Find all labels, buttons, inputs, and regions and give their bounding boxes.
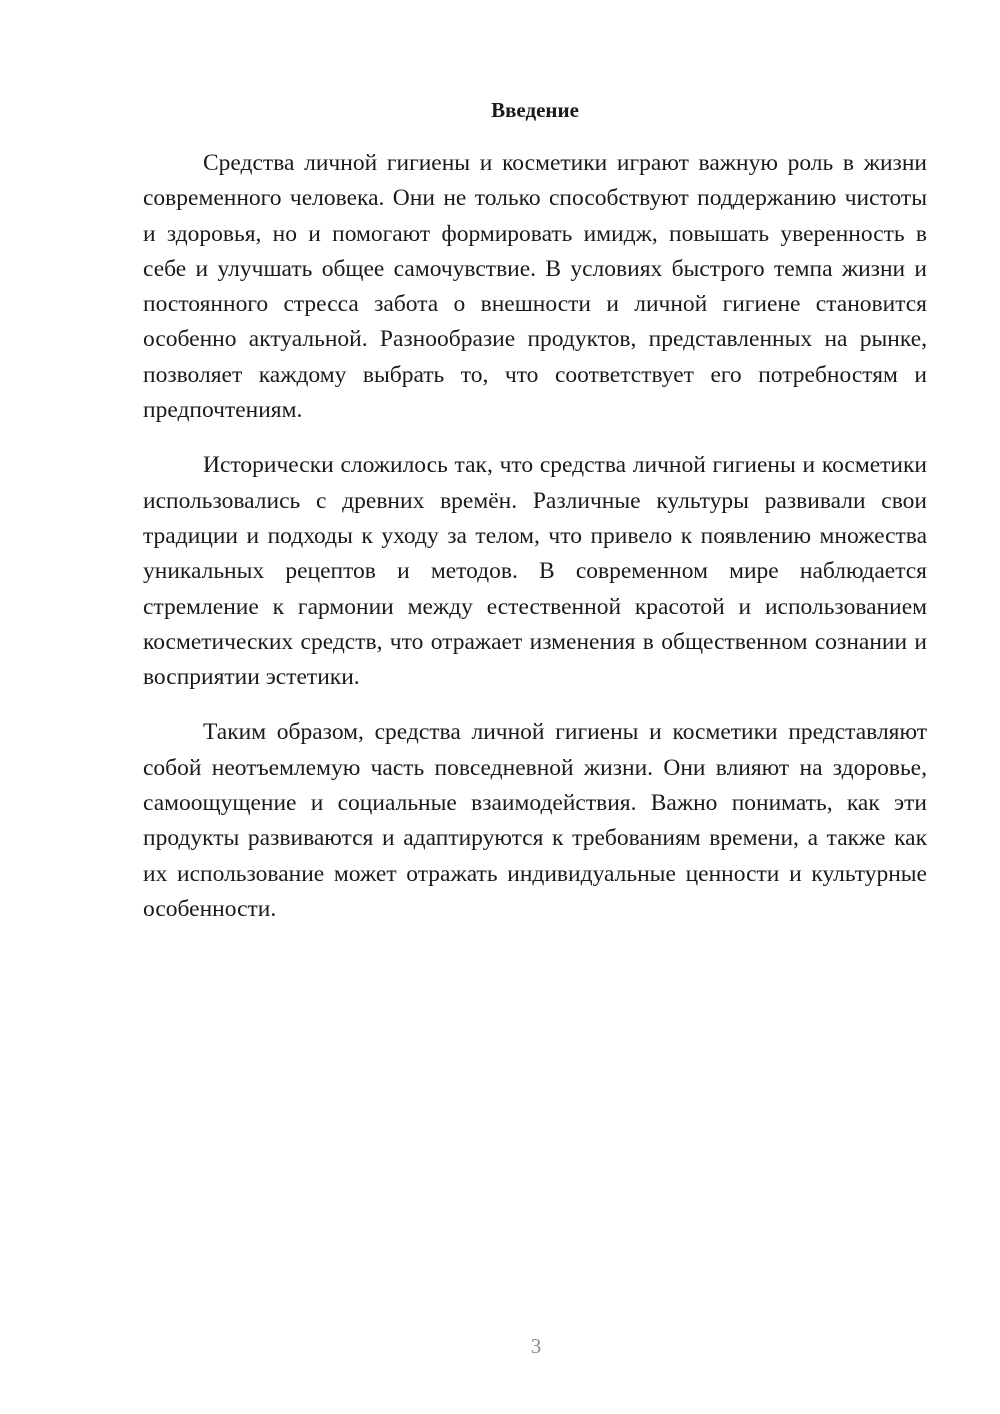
section-heading: Введение [491, 98, 579, 122]
paragraph-1: Средства личной гигиены и косметики играют важную роль в жизни современного человека. Они не только способствуют поддержанию чистоты и здоровья, но и помогают формировать имидж, повышать уверенность в себе и улучшать общее самочувствие. В условиях быстрого темпа жизни и постоянного стресса забота о внешности и личной гигиене становится особенно актуальной. Разнообразие продуктов, представленных на рынке, позволяет каждому выбрать то, что соответствует его потребностям и предпочтениям. [143, 150, 927, 424]
paragraph-2: Исторически сложилось так, что средства личной гигиены и косметики использовались с древних времён. Различные культуры развивали свои традиции и подходы к уходу за телом, что привело к появлению множества уникальных рецептов и методов. В современном мире наблюдается стремление к гармонии между естественной красотой и использованием косметических средств, что отражает изменения в общественном сознании и восприятии эстетики. [143, 452, 927, 691]
page-content [143, 96, 927, 947]
paragraph-3: Таким образом, средства личной гигиены и косметики представляют собой неотъемлемую часть повседневной жизни. Они влияют на здоровье, самоощущение и социальные взаимодействия. Важно понимать, как эти продукты развиваются и адаптируются к требованиям времени, а также как их использование может отражать индивидуальные ценности и культурные особенности. [143, 719, 927, 922]
page-number: 3 [530, 1334, 542, 1358]
